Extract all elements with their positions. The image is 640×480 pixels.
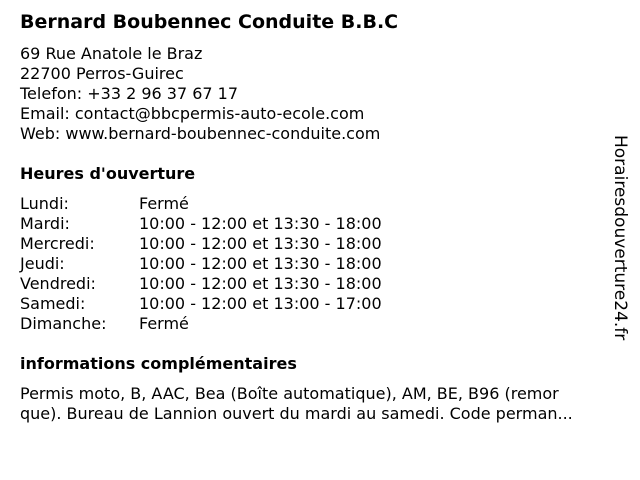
- hours-time: Fermé: [139, 194, 189, 213]
- hours-row-sunday: [20, 314, 440, 334]
- additional-info-heading: informations complémentaires: [20, 354, 297, 373]
- hours-row-thursday: [20, 254, 440, 274]
- hours-row-wednesday: [20, 234, 440, 254]
- site-watermark: Horairesdouverture24.fr: [610, 135, 630, 341]
- opening-hours-heading: Heures d'ouverture: [20, 164, 196, 183]
- hours-day: Jeudi:: [20, 254, 65, 273]
- hours-time: 10:00 - 12:00 et 13:30 - 18:00: [139, 234, 382, 253]
- hours-row-saturday: [20, 294, 440, 314]
- additional-info-line: que). Bureau de Lannion ouvert du mardi au samedi. Code perman...: [20, 404, 573, 423]
- hours-row-friday: [20, 274, 440, 294]
- additional-info-text: [20, 384, 628, 424]
- opening-hours-table: [20, 194, 440, 334]
- hours-time: 10:00 - 12:00 et 13:00 - 17:00: [139, 294, 382, 313]
- hours-day: Dimanche:: [20, 314, 107, 333]
- hours-row-tuesday: [20, 214, 440, 234]
- address-city: 22700 Perros-Guirec: [20, 64, 184, 83]
- hours-row-monday: [20, 194, 440, 214]
- hours-time: 10:00 - 12:00 et 13:30 - 18:00: [139, 254, 382, 273]
- hours-day: Samedi:: [20, 294, 86, 313]
- contact-block: [20, 44, 380, 144]
- additional-info-line: Permis moto, B, AAC, Bea (Boîte automatique), AM, BE, B96 (remor: [20, 384, 559, 403]
- hours-time: 10:00 - 12:00 et 13:30 - 18:00: [139, 274, 382, 293]
- hours-day: Vendredi:: [20, 274, 96, 293]
- hours-day: Mardi:: [20, 214, 70, 233]
- email-address: Email: contact@bbcpermis-auto-ecole.com: [20, 104, 365, 123]
- hours-time: Fermé: [139, 314, 189, 333]
- business-name: Bernard Boubennec Conduite B.B.C: [20, 11, 399, 33]
- website-url: Web: www.bernard-boubennec-conduite.com: [20, 124, 381, 143]
- phone-number: Telefon: +33 2 96 37 67 17: [20, 84, 239, 103]
- hours-day: Lundi:: [20, 194, 69, 213]
- hours-day: Mercredi:: [20, 234, 95, 253]
- hours-time: 10:00 - 12:00 et 13:30 - 18:00: [139, 214, 382, 233]
- address-street: 69 Rue Anatole le Braz: [20, 44, 203, 63]
